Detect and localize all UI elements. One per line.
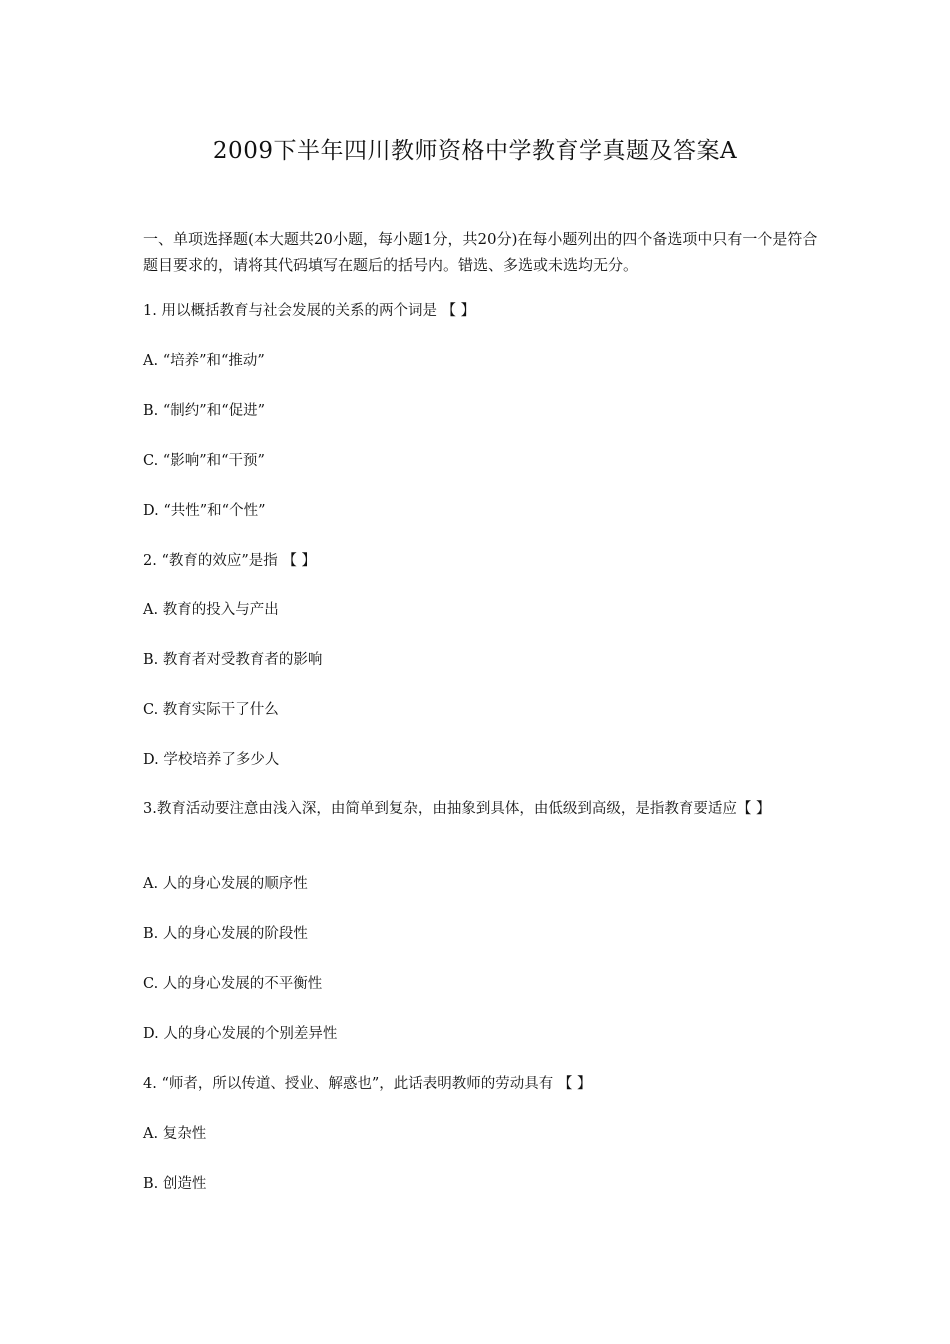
option-b: B. 教育者对受教育者的影响 bbox=[143, 652, 323, 668]
option-d: D. 学校培养了多少人 bbox=[143, 752, 280, 768]
question-stem: 2. “教育的效应”是指 【 】 bbox=[143, 553, 316, 569]
option-d: D. “共性”和“个性” bbox=[143, 503, 266, 519]
page-title: 2009下半年四川教师资格中学教育学真题及答案A bbox=[212, 138, 738, 164]
question-stem: 3.教育活动要注意由浅入深，由简单到复杂，由抽象到具体，由低级到高级，是指教育要适应【 】 bbox=[143, 801, 771, 817]
option-c: C. 教育实际干了什么 bbox=[143, 702, 279, 718]
option-d: D. 人的身心发展的个别差异性 bbox=[143, 1026, 338, 1042]
option-c: C. “影响”和“干预” bbox=[143, 453, 265, 469]
option-a: A. “培养”和“推动” bbox=[143, 353, 265, 369]
question-stem: 1. 用以概括教育与社会发展的关系的两个词是 【 】 bbox=[143, 303, 476, 319]
question-stem: 4. “师者，所以传道、授业、解惑也”，此话表明教师的劳动具有 【 】 bbox=[143, 1076, 592, 1092]
option-c: C. 人的身心发展的不平衡性 bbox=[143, 976, 323, 992]
option-a: A. 教育的投入与产出 bbox=[143, 602, 279, 618]
option-b: B. “制约”和“促进” bbox=[143, 403, 266, 419]
option-a: A. 人的身心发展的顺序性 bbox=[143, 876, 308, 892]
option-a: A. 复杂性 bbox=[143, 1126, 207, 1142]
option-b: B. 创造性 bbox=[143, 1176, 207, 1192]
section-intro: 一、单项选择题(本大题共20小题，每小题1分，共20分)在每小题列出的四个备选项中只有一个是符合题目要求的，请将其代码填写在题后的括号内。错选、多选或未选均无分。 bbox=[143, 230, 818, 274]
option-b: B. 人的身心发展的阶段性 bbox=[143, 926, 308, 942]
